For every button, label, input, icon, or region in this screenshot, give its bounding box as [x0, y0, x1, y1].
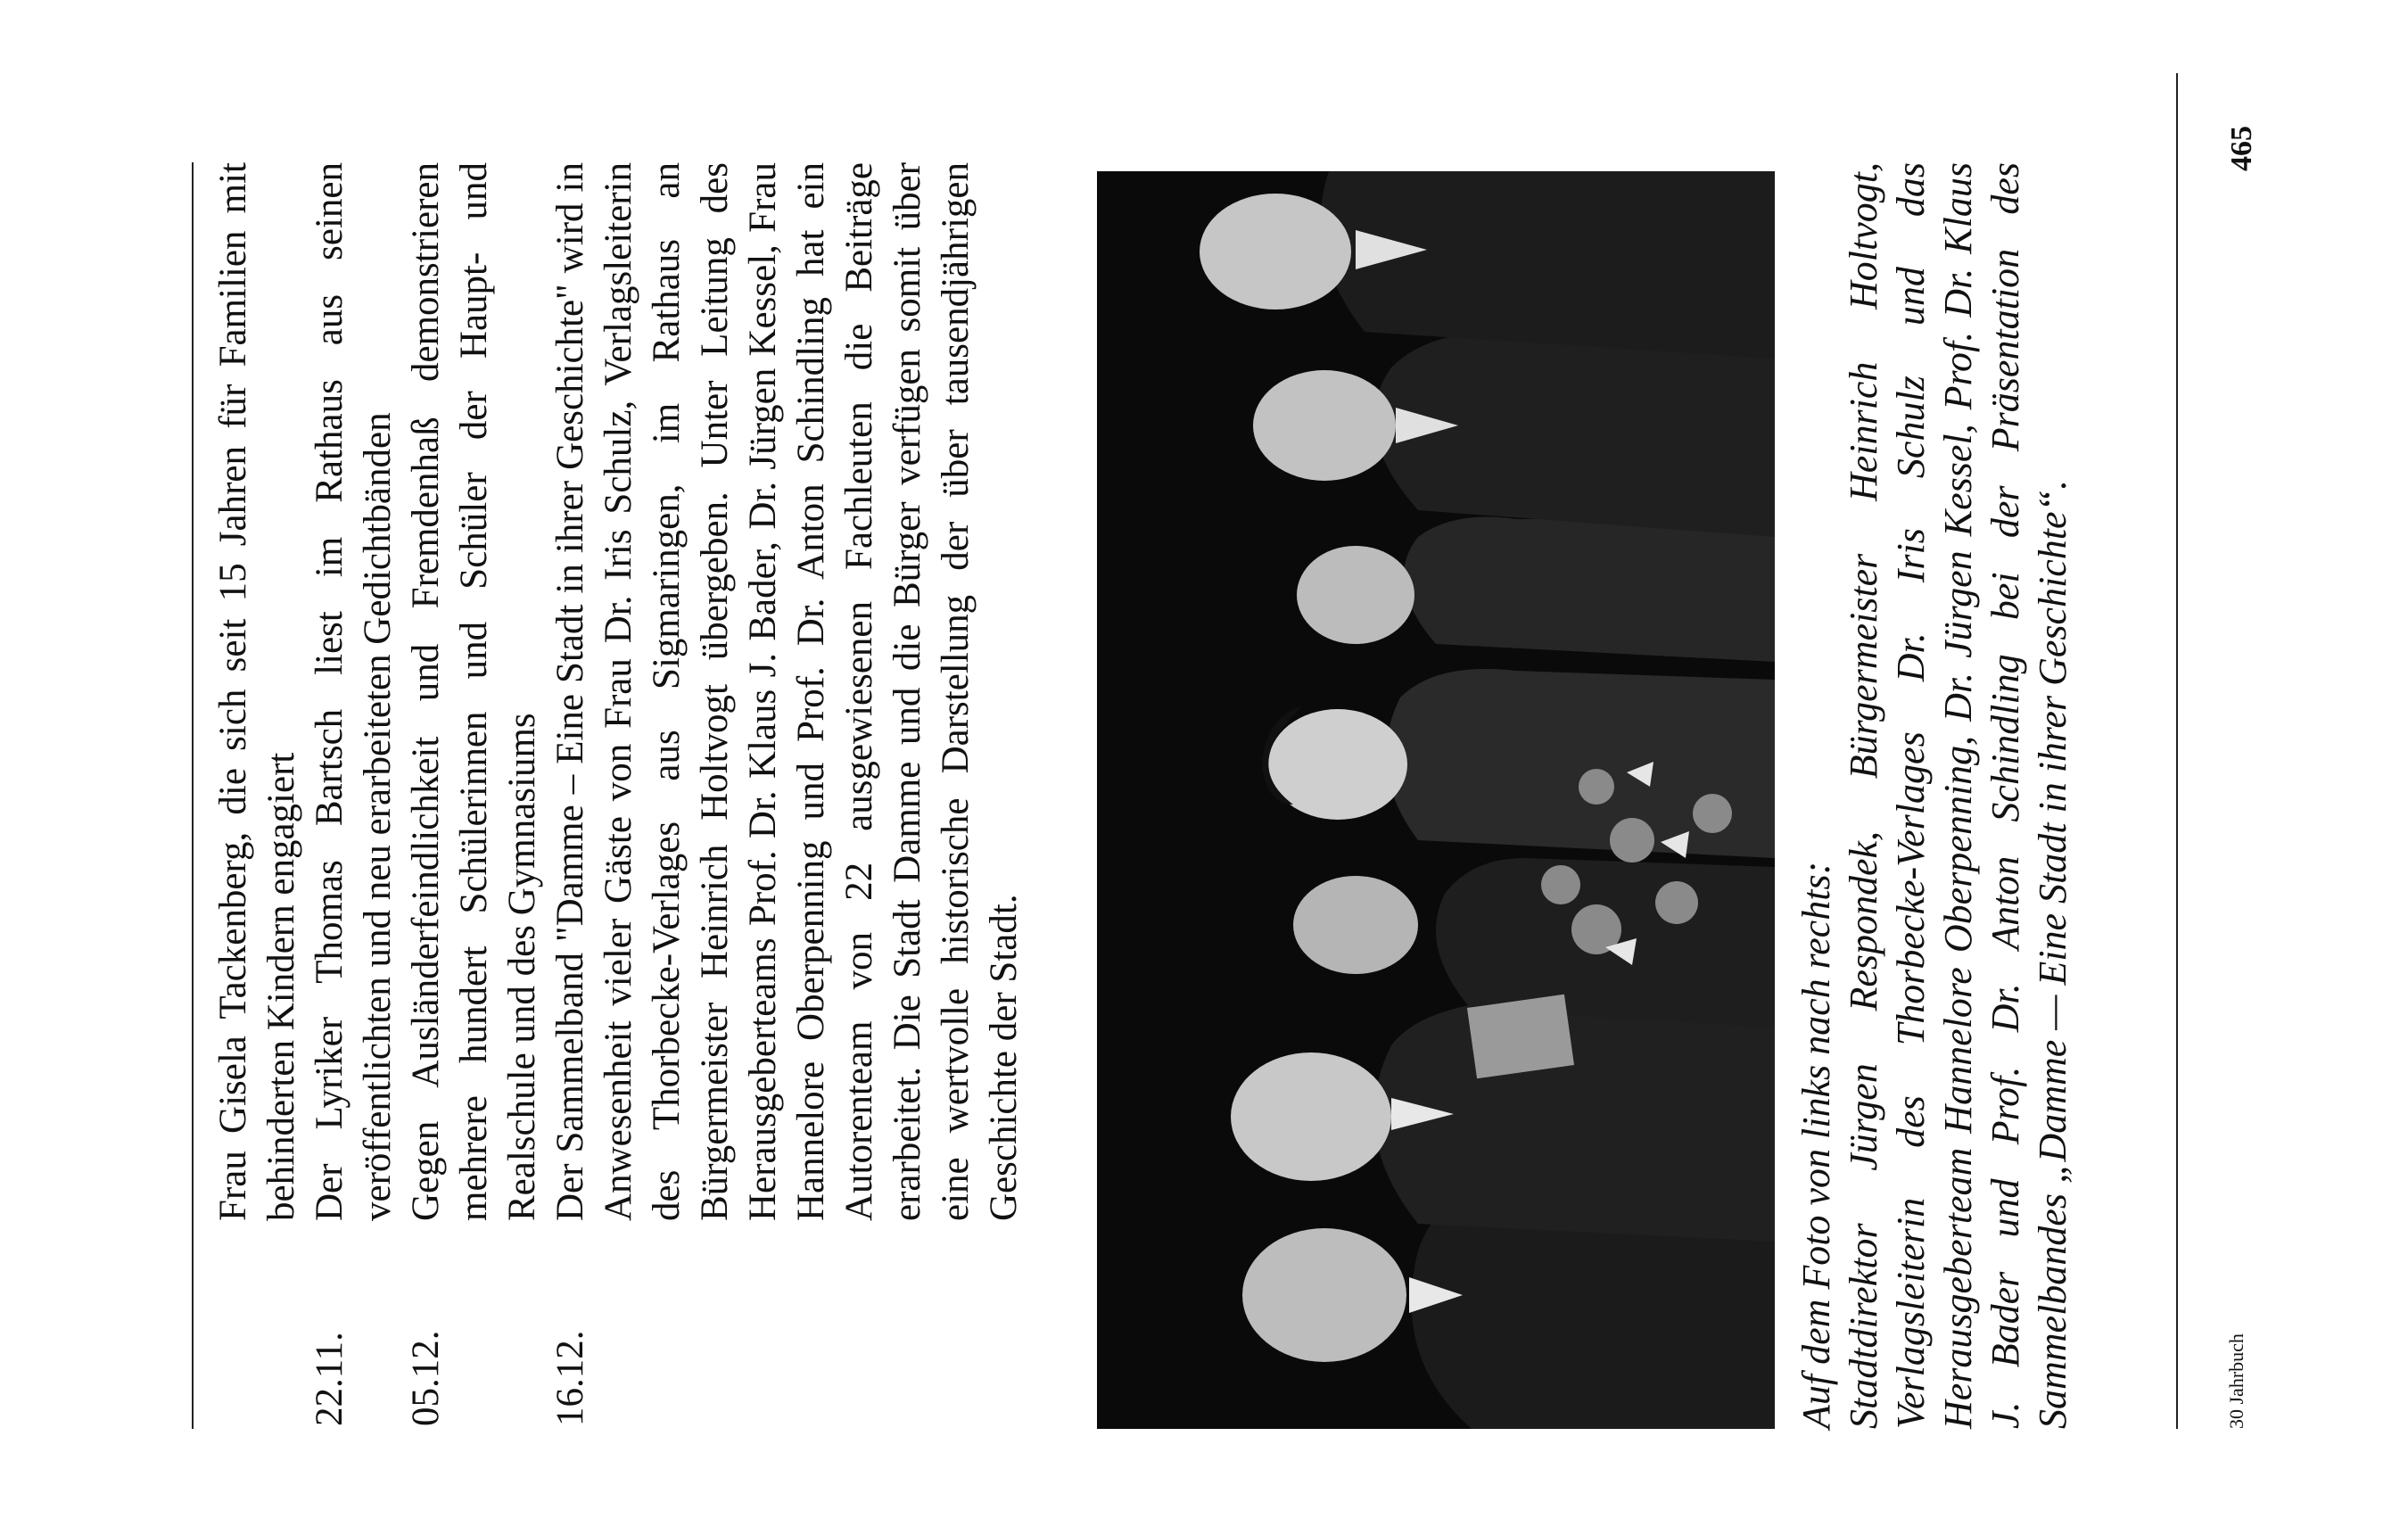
chronicle-entry — [210, 162, 306, 1429]
running-footer: 30 Jahrbuch — [2225, 1333, 2247, 1429]
chronicle-entry — [306, 162, 402, 1429]
chronicle-entry — [547, 162, 1028, 1429]
photo-caption — [1793, 162, 2076, 1429]
caption-body: Stadtdirektor Jürgen Respondek, Bürgermeister Heinrich Holtvogt, Verlagsleiterin des Thorbecke-Verlages Dr. Iris Schulz und das Herausgeberteam Hannelore Oberpenning, Dr. Jürgen Kessel, Prof. Dr. Klaus J. Bader und Prof. Dr. Anton Schindling bei der Präsentation des Sammelbandes „Damme — Eine Stadt in ihrer Geschichte“. — [1842, 162, 2074, 1429]
group-photo-illustration — [1097, 171, 1775, 1429]
top-rule — [192, 162, 194, 1429]
chronicle-entry — [402, 162, 547, 1429]
group-photo — [1097, 171, 1775, 1429]
entry-date: 05.12. — [405, 1330, 447, 1426]
entry-date — [210, 1221, 306, 1429]
entry-text: Der Sammelband "Damme – Eine Stadt in ihrer Geschichte" wird in Anwesenheit vieler Gäste von Frau Dr. Iris Schulz, Verlagsleiterin des Thorbecke-Verlages aus Sigmaringen, im Rathaus an Bürgermeister Heinrich Holtvogt übergeben. Unter Leitung des Herausgeberteams Prof. Dr. Klaus J. Bader, Dr. Jürgen Kessel, Frau Hannelore Oberpenning und Prof. Dr. Anton Schindling hat ein Autorenteam von 22 ausgewiesenen Fachleuten die Beiträge erarbeitet. Die Stadt Damme und die Bürger verfügen somit über eine wertvolle historische Darstellung der über tausendjährigen Geschichte der Stadt. — [549, 162, 1025, 1221]
bottom-rule — [2176, 73, 2178, 1429]
entry-text: Frau Gisela Tackenberg, die sich seit 15 Jahren für Familien mit behinderten Kindern engagiert — [212, 162, 302, 1221]
caption-lead: Auf dem Foto von links nach rechts: — [1794, 861, 1838, 1429]
entry-date: 22.11. — [309, 1332, 350, 1426]
chronicle-list — [210, 162, 1028, 1429]
entry-text: Der Lyriker Thomas Bartsch liest im Rathaus aus seinen veröffentlichten und neu erarbeiteten Gedichtbänden — [309, 162, 399, 1221]
page-number: 465 — [2225, 126, 2258, 171]
entry-date: 16.12. — [549, 1330, 591, 1426]
entry-text: Gegen Ausländerfeindlichkeit und Fremdenhaß demonstrieren mehrere hundert Schülerinnen und Schüler der Haupt- und Realschule und des Gymnasiums — [405, 162, 543, 1221]
